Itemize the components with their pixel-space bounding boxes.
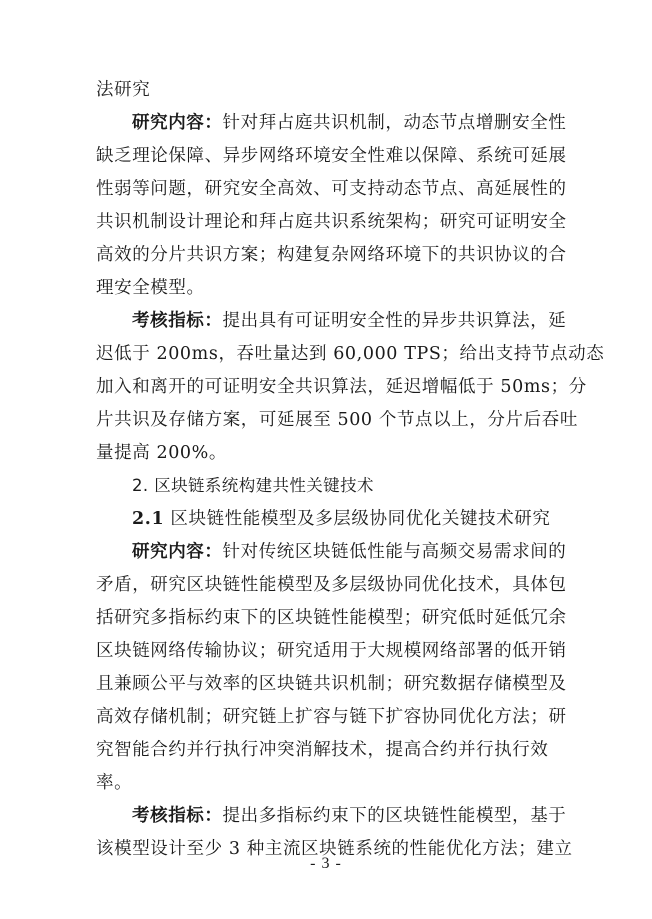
section-label: 研究内容： <box>132 113 223 133</box>
research-content-line: 研究内容：针对传统区块链低性能与高频交易需求间的 <box>132 542 567 562</box>
paragraph-line: 该模型设计至少 3 种主流区块链系统的性能优化方法；建立 <box>96 839 573 859</box>
paragraph-line: 理安全模型。 <box>96 278 205 298</box>
paragraph-line: 率。 <box>96 773 133 793</box>
subsection-heading: 2.1 区块链性能模型及多层级协同优化关键技术研究 <box>132 509 551 529</box>
paragraph-line: 缺乏理论保障、异步网络环境安全性难以保障、系统可延展 <box>96 146 567 166</box>
paragraph-line: 括研究多指标约束下的区块链性能模型；研究低时延低冗余 <box>96 608 567 628</box>
section-label: 考核指标： <box>132 311 223 331</box>
research-content-line: 研究内容：针对拜占庭共识机制，动态节点增删安全性 <box>132 113 567 133</box>
paragraph-line: 高效的分片共识方案；构建复杂网络环境下的共识协议的合 <box>96 245 567 265</box>
subsection-number: 2.1 <box>132 509 165 529</box>
paragraph-line: 量提高 200%。 <box>96 443 227 463</box>
paragraph-line: 高效存储机制；研究链上扩容与链下扩容协同优化方法；研 <box>96 707 567 727</box>
section-label: 研究内容： <box>132 542 223 562</box>
paragraph-line: 加入和离开的可证明安全共识算法，延迟增幅低于 50ms；分 <box>96 377 587 397</box>
paragraph-line: 法研究 <box>96 80 151 100</box>
paragraph-line: 共识机制设计理论和拜占庭共识系统架构；研究可证明安全 <box>96 212 567 232</box>
section-heading: 2. 区块链系统构建共性关键技术 <box>132 476 374 495</box>
page-number: - 3 - <box>310 855 342 872</box>
paragraph-line: 片共识及存储方案，可延展至 500 个节点以上，分片后吞吐 <box>96 410 578 430</box>
assessment-line: 考核指标：提出多指标约束下的区块链性能模型，基于 <box>132 806 567 826</box>
paragraph-line: 矛盾，研究区块链性能模型及多层级协同优化技术，具体包 <box>96 575 567 595</box>
paragraph-line: 迟低于 200ms，吞吐量达到 60,000 TPS；给出支持节点动态 <box>96 344 605 364</box>
paragraph-line: 性弱等问题，研究安全高效、可支持动态节点、高延展性的 <box>96 179 567 199</box>
paragraph-line: 区块链网络传输协议；研究适用于大规模网络部署的低开销 <box>96 641 567 661</box>
section-label: 考核指标： <box>132 806 223 826</box>
paragraph-line: 究智能合约并行执行冲突消解技术，提高合约并行执行效 <box>96 740 549 760</box>
paragraph-line: 且兼顾公平与效率的区块链共识机制；研究数据存储模型及 <box>96 674 567 694</box>
assessment-line: 考核指标：提出具有可证明安全性的异步共识算法，延 <box>132 311 567 331</box>
